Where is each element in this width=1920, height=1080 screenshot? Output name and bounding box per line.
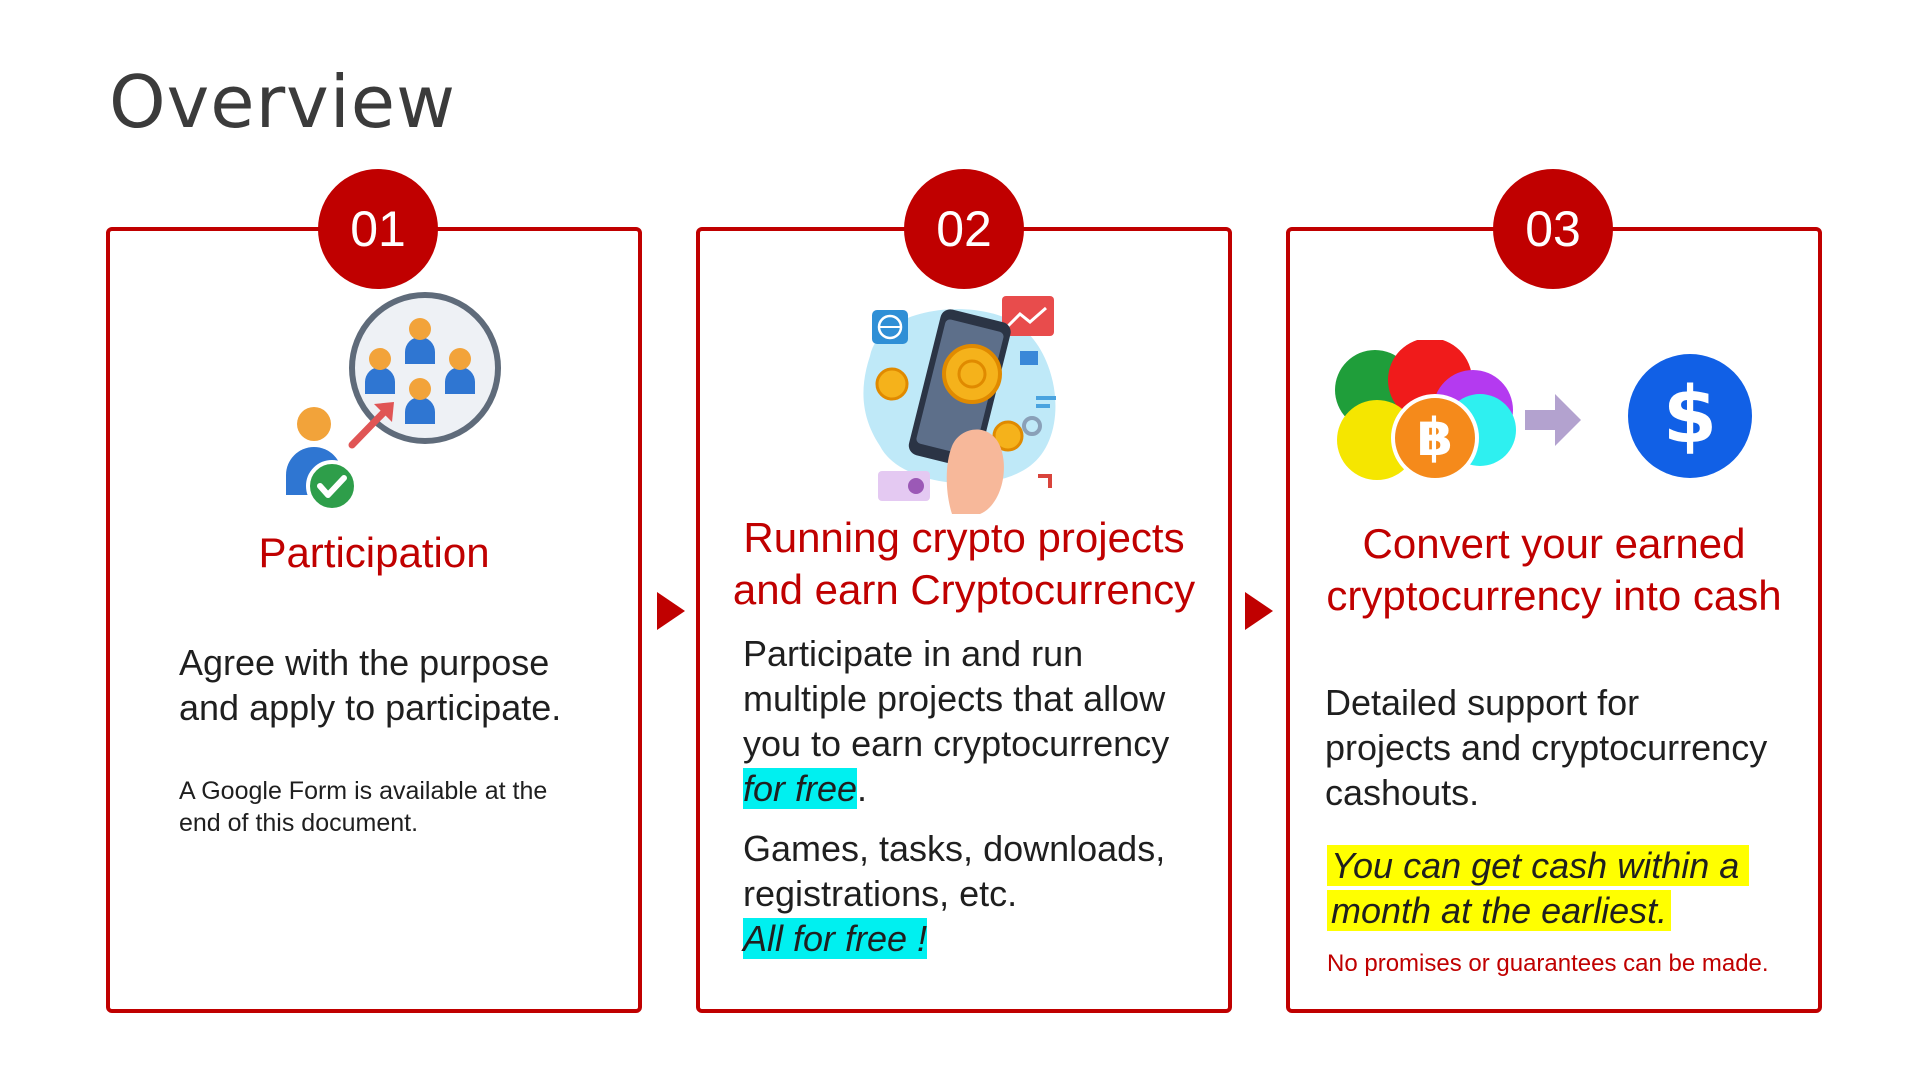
step-description-line: you to earn cryptocurrency <box>743 723 1170 764</box>
step-heading <box>700 512 1228 616</box>
step-highlight <box>1327 843 1797 933</box>
step-heading: Participation <box>258 529 490 576</box>
step-description-secondary <box>743 826 1213 961</box>
step-note-line: A Google Form is available at the <box>179 777 548 805</box>
step-heading-line: cryptocurrency into cash <box>1326 572 1782 619</box>
step-description-line: multiple projects that allow <box>743 678 1166 719</box>
step-description-line: Games, tasks, downloads, <box>743 828 1166 869</box>
next-step-arrow-icon <box>657 592 685 630</box>
step-highlight-line <box>1327 888 1797 933</box>
svg-text:$: $ <box>1662 371 1718 461</box>
crypto-to-cash-icon <box>1325 340 1765 490</box>
step-description-line: and apply to participate. <box>179 687 562 728</box>
step-number-badge: 03 <box>1493 169 1613 289</box>
punctuation: . <box>857 768 868 809</box>
step-note <box>179 775 629 839</box>
step-heading <box>1290 518 1818 622</box>
step-description-line: Participate in and run <box>743 633 1084 674</box>
step-heading-line: and earn Cryptocurrency <box>732 566 1196 613</box>
step-note-line: end of this document. <box>179 809 419 837</box>
step-description-line: projects and cryptocurrency <box>1325 727 1768 768</box>
highlighted-text: for free <box>743 768 858 809</box>
step-description-line <box>743 916 1213 961</box>
team-join-icon <box>270 290 510 515</box>
next-step-arrow-icon <box>1245 592 1273 630</box>
step-highlight-line <box>1327 843 1797 888</box>
highlighted-text: month at the earliest. <box>1327 890 1671 931</box>
step-description-line: Detailed support for <box>1325 682 1640 723</box>
svg-text:฿: ฿ <box>1416 408 1454 468</box>
step-number-badge: 01 <box>318 169 438 289</box>
step-description <box>743 631 1213 811</box>
crypto-phone-icon <box>860 296 1070 516</box>
step-description <box>179 640 629 730</box>
step-description-line <box>743 766 1213 811</box>
step-description-line: Agree with the purpose <box>179 642 550 683</box>
step-description-line: cashouts. <box>1325 772 1480 813</box>
step-heading-line: Running crypto projects <box>743 514 1185 561</box>
step-description <box>1325 680 1795 815</box>
highlighted-text: You can get cash within a <box>1327 845 1749 886</box>
disclaimer-text: No promises or guarantees can be made. <box>1327 950 1769 977</box>
highlighted-text: All for free ! <box>743 918 928 959</box>
page-title: Overview <box>109 60 456 144</box>
step-description-line: registrations, etc. <box>743 873 1018 914</box>
step-number-badge: 02 <box>904 169 1024 289</box>
step-heading-line: Convert your earned <box>1362 520 1746 567</box>
